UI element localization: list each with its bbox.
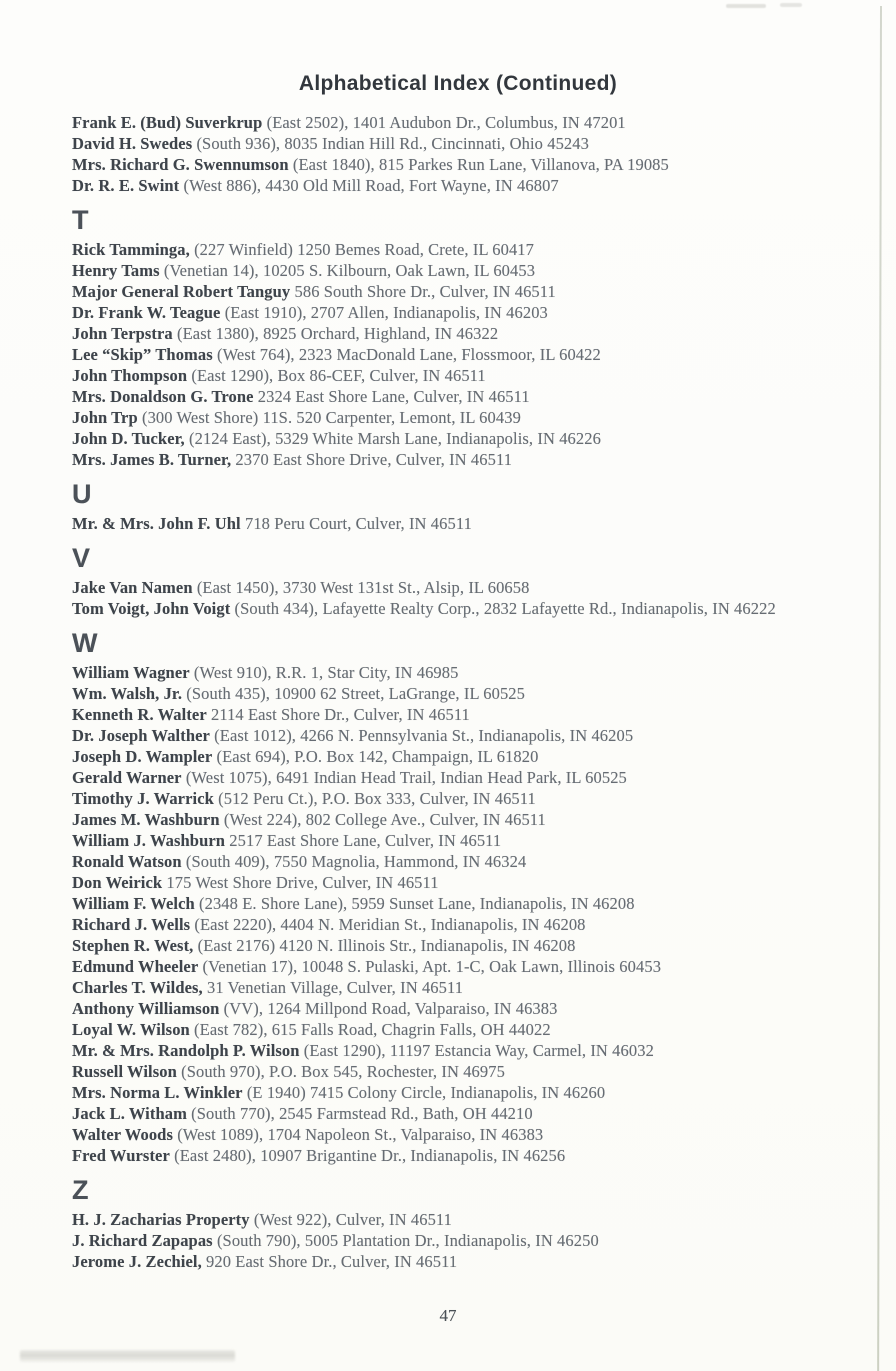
entry-details: (East 1380), 8925 Orchard, Highland, IN 46322	[172, 324, 499, 343]
entry-details: 2324 East Shore Lane, Culver, IN 46511	[253, 387, 530, 406]
index-entry	[72, 1209, 844, 1230]
entry-name: James M. Washburn	[72, 810, 220, 829]
index-entry	[72, 956, 844, 977]
index-section	[72, 206, 844, 470]
index-entry	[72, 513, 844, 534]
entry-name: Lee “Skip” Thomas	[72, 345, 213, 364]
index-entry	[72, 428, 844, 449]
entry-name: Stephen R. West,	[72, 936, 194, 955]
entry-name: Loyal W. Wilson	[72, 1020, 190, 1039]
entry-name: John Thompson	[72, 366, 188, 385]
index-entry	[72, 323, 844, 344]
section-letter: V	[72, 543, 91, 573]
index-list	[72, 112, 844, 1272]
entry-name: Joseph D. Wampler	[72, 747, 213, 766]
entry-details: (West 1089), 1704 Napoleon St., Valparaiso, IN 46383	[172, 1125, 544, 1144]
entry-name: Jerome J. Zechiel,	[72, 1252, 202, 1271]
entry-name: Tom Voigt, John Voigt	[72, 599, 231, 618]
index-entry	[72, 977, 844, 998]
entry-name: Mrs. Donaldson G. Trone	[72, 387, 254, 406]
index-entry	[72, 365, 844, 386]
index-entry	[72, 1145, 844, 1166]
entry-details: (South 936), 8035 Indian Hill Rd., Cincinnati, Ohio 45243	[192, 134, 589, 153]
page-content	[72, 72, 844, 1272]
section-letter: U	[72, 479, 92, 509]
index-entry	[72, 998, 844, 1019]
entry-name: John Terpstra	[72, 324, 173, 343]
entry-details: (South 434), Lafayette Realty Corp., 2832 Lafayette Rd., Indianapolis, IN 46222	[230, 599, 776, 618]
index-entry	[72, 598, 844, 619]
index-entry	[72, 577, 844, 598]
index-entry	[72, 302, 844, 323]
entry-details: (East 1910), 2707 Allen, Indianapolis, IN 46203	[220, 303, 548, 322]
entry-details: (E 1940) 7415 Colony Circle, Indianapolis, IN 46260	[242, 1083, 606, 1102]
scan-artifact-top-dash	[780, 3, 802, 7]
index-entry	[72, 851, 844, 872]
scan-artifact-top-dash	[726, 4, 766, 8]
entry-details: (West 922), Culver, IN 46511	[249, 1210, 453, 1229]
entry-details: (East 694), P.O. Box 142, Champaign, IL 61820	[212, 747, 539, 766]
entry-name: Mrs. Richard G. Swennumson	[72, 155, 289, 174]
entry-name: William J. Washburn	[72, 831, 226, 850]
index-entry	[72, 281, 844, 302]
entry-name: Edmund Wheeler	[72, 957, 199, 976]
entry-name: Russell Wilson	[72, 1062, 177, 1081]
entry-name: Gerald Warner	[72, 768, 182, 787]
index-entry	[72, 175, 844, 196]
index-entry	[72, 1082, 844, 1103]
index-entry	[72, 1103, 844, 1124]
entry-name: Mr. & Mrs. Randolph P. Wilson	[72, 1041, 300, 1060]
entry-name: Kenneth R. Walter	[72, 705, 207, 724]
index-entry	[72, 683, 844, 704]
index-entry	[72, 344, 844, 365]
entry-name: Fred Wurster	[72, 1146, 170, 1165]
entry-details: (East 782), 615 Falls Road, Chagrin Falls, OH 44022	[189, 1020, 551, 1039]
entry-details: 718 Peru Court, Culver, IN 46511	[240, 514, 472, 533]
entry-details: (South 790), 5005 Plantation Dr., Indianapolis, IN 46250	[212, 1231, 599, 1250]
entry-details: (VV), 1264 Millpond Road, Valparaiso, IN 46383	[219, 999, 558, 1018]
entry-name: David H. Swedes	[72, 134, 193, 153]
entry-details: (227 Winfield) 1250 Bemes Road, Crete, IL 60417	[189, 240, 534, 259]
entry-name: John Trp	[72, 408, 138, 427]
index-entry	[72, 872, 844, 893]
entry-details: (West 764), 2323 MacDonald Lane, Flossmoor, IL 60422	[212, 345, 601, 364]
index-entry	[72, 914, 844, 935]
entry-details: 2114 East Shore Dr., Culver, IN 46511	[206, 705, 470, 724]
scan-artifact-bottom-smudge	[20, 1350, 235, 1362]
scan-artifact-page-edge	[877, 6, 882, 1371]
index-entry	[72, 830, 844, 851]
entry-name: Anthony Williamson	[72, 999, 220, 1018]
index-section	[72, 480, 844, 534]
entry-name: William Wagner	[72, 663, 190, 682]
index-entry	[72, 1061, 844, 1082]
entry-name: Dr. R. E. Swint	[72, 176, 180, 195]
entry-name: Timothy J. Warrick	[72, 789, 214, 808]
index-entry	[72, 704, 844, 725]
entry-name: Charles T. Wildes,	[72, 978, 203, 997]
index-entry	[72, 662, 844, 683]
index-entry	[72, 386, 844, 407]
entry-details: (East 1840), 815 Parkes Run Lane, Villanova, PA 19085	[288, 155, 669, 174]
entry-details: (South 770), 2545 Farmstead Rd., Bath, OH 44210	[186, 1104, 533, 1123]
entry-details: (Venetian 14), 10205 S. Kilbourn, Oak Lawn, IL 60453	[159, 261, 536, 280]
entry-name: John D. Tucker,	[72, 429, 185, 448]
section-letter: T	[72, 205, 89, 235]
index-entry	[72, 449, 844, 470]
index-section	[72, 112, 844, 196]
entry-details: (West 1075), 6491 Indian Head Trail, Indian Head Park, IL 60525	[181, 768, 627, 787]
page-number: 47	[439, 1306, 457, 1325]
entry-details: 586 South Shore Dr., Culver, IN 46511	[290, 282, 556, 301]
index-entry	[72, 1040, 844, 1061]
entry-name: Mrs. Norma L. Winkler	[72, 1083, 243, 1102]
entry-name: Henry Tams	[72, 261, 160, 280]
entry-name: Richard J. Wells	[72, 915, 191, 934]
entry-name: H. J. Zacharias Property	[72, 1210, 250, 1229]
entry-details: (East 2480), 10907 Brigantine Dr., Indianapolis, IN 46256	[169, 1146, 566, 1165]
index-entry	[72, 1230, 844, 1251]
entry-name: Wm. Walsh, Jr.	[72, 684, 183, 703]
entry-name: Major General Robert Tanguy	[72, 282, 291, 301]
index-section	[72, 544, 844, 619]
entry-details: (300 West Shore) 11S. 520 Carpenter, Lemont, IL 60439	[137, 408, 521, 427]
entry-name: Jack L. Witham	[72, 1104, 187, 1123]
entry-details: (East 1450), 3730 West 131st St., Alsip, IL 60658	[192, 578, 530, 597]
entry-name: Dr. Joseph Walther	[72, 726, 210, 745]
index-section	[72, 1176, 844, 1272]
entry-details: (South 970), P.O. Box 545, Rochester, IN 46975	[176, 1062, 505, 1081]
entry-details: (South 409), 7550 Magnolia, Hammond, IN 46324	[181, 852, 527, 871]
entry-details: (2348 E. Shore Lane), 5959 Sunset Lane, Indianapolis, IN 46208	[194, 894, 635, 913]
entry-details: (East 1290), 11197 Estancia Way, Carmel, IN 46032	[299, 1041, 654, 1060]
entry-details: (512 Peru Ct.), P.O. Box 333, Culver, IN 46511	[213, 789, 536, 808]
page-title: Alphabetical Index (Continued)	[298, 72, 618, 95]
entry-name: Frank E. (Bud) Suverkrup	[72, 113, 263, 132]
entry-details: (West 886), 4430 Old Mill Road, Fort Wayne, IN 46807	[179, 176, 559, 195]
index-entry	[72, 725, 844, 746]
index-section	[72, 629, 844, 1166]
entry-details: (East 1012), 4266 N. Pennsylvania St., Indianapolis, IN 46205	[209, 726, 634, 745]
index-entry	[72, 935, 844, 956]
entry-details: 175 West Shore Drive, Culver, IN 46511	[162, 873, 439, 892]
entry-details: (West 224), 802 College Ave., Culver, IN 46511	[219, 810, 546, 829]
entry-details: (East 2176) 4120 N. Illinois Str., Indianapolis, IN 46208	[193, 936, 576, 955]
entry-name: Mrs. James B. Turner,	[72, 450, 232, 469]
entry-name: Walter Woods	[72, 1125, 173, 1144]
index-entry	[72, 407, 844, 428]
entry-details: (South 435), 10900 62 Street, LaGrange, IL 60525	[182, 684, 525, 703]
index-entry	[72, 133, 844, 154]
index-entry	[72, 893, 844, 914]
entry-details: (East 2502), 1401 Audubon Dr., Columbus, IN 47201	[262, 113, 626, 132]
index-entry	[72, 1124, 844, 1145]
entry-name: Mr. & Mrs. John F. Uhl	[72, 514, 241, 533]
section-letter: Z	[72, 1175, 89, 1205]
entry-details: 31 Venetian Village, Culver, IN 46511	[202, 978, 464, 997]
entry-details: 2517 East Shore Lane, Culver, IN 46511	[225, 831, 502, 850]
index-entry	[72, 260, 844, 281]
index-entry	[72, 239, 844, 260]
entry-name: William F. Welch	[72, 894, 195, 913]
entry-details: 2370 East Shore Drive, Culver, IN 46511	[231, 450, 513, 469]
entry-name: Ronald Watson	[72, 852, 182, 871]
section-letter: W	[72, 628, 98, 658]
index-entry	[72, 767, 844, 788]
entry-details: (West 910), R.R. 1, Star City, IN 46985	[189, 663, 459, 682]
entry-name: J. Richard Zapapas	[72, 1231, 213, 1250]
entry-details: (East 2220), 4404 N. Meridian St., Indianapolis, IN 46208	[190, 915, 586, 934]
entry-details: (Venetian 17), 10048 S. Pulaski, Apt. 1-C, Oak Lawn, Illinois 60453	[198, 957, 662, 976]
index-entry	[72, 809, 844, 830]
entry-details: (East 1290), Box 86-CEF, Culver, IN 46511	[187, 366, 486, 385]
index-entry	[72, 1019, 844, 1040]
entry-name: Jake Van Namen	[72, 578, 193, 597]
entry-details: 920 East Shore Dr., Culver, IN 46511	[201, 1252, 458, 1271]
index-entry	[72, 1251, 844, 1272]
entry-name: Don Weirick	[72, 873, 163, 892]
entry-name: Dr. Frank W. Teague	[72, 303, 221, 322]
index-entry	[72, 746, 844, 767]
entry-details: (2124 East), 5329 White Marsh Lane, Indianapolis, IN 46226	[184, 429, 601, 448]
index-entry	[72, 112, 844, 133]
entry-name: Rick Tamminga,	[72, 240, 190, 259]
index-entry	[72, 154, 844, 175]
index-entry	[72, 788, 844, 809]
